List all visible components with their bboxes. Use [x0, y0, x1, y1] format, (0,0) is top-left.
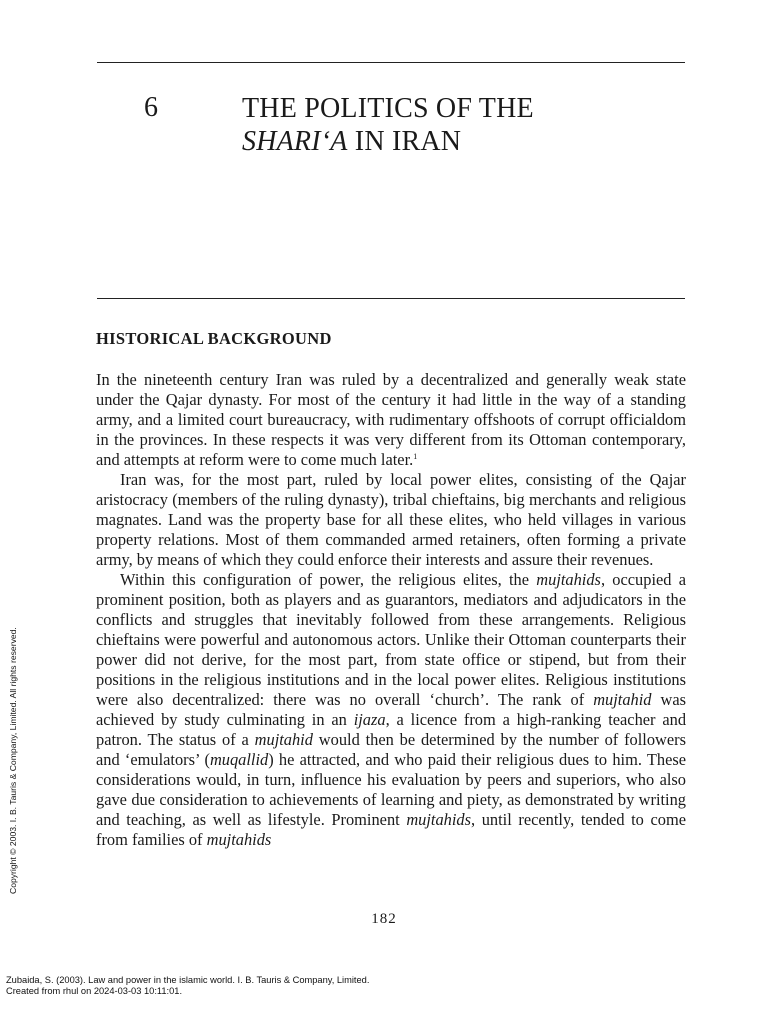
text-run: ) he attracted, and who paid their religious dues to him. These considerations would, in turn, influence his evaluation by peers and superiors, who also gave due consideration to achievements of learning and piety, as demonstrated by writing and teaching, as well as lifestyle. Prominent [96, 750, 686, 829]
footnote-ref: 1 [413, 452, 418, 461]
italic-term: muqallid [209, 750, 269, 769]
text-run: Iran was, for the most part, ruled by local power elites, consisting of the Qajar aristocracy (members of the ruling dynasty), tribal chieftains, big merchants and religious magnates. Land was the property base for all these elites, who held villages in various property relations. Most of them commanded armed retainers, often forming a private army, by means of which they could enforce their interests and assure their revenues. [96, 470, 686, 569]
section-heading: HISTORICAL BACKGROUND [96, 329, 332, 348]
text-run: , until recently, tended to come from families of [96, 810, 686, 849]
italic-term: mujtahid [593, 690, 652, 709]
text-run: was achieved by study culminating in an [96, 690, 687, 729]
page-number: 182 [371, 911, 397, 927]
paragraph-2 [96, 470, 686, 570]
paragraph-3 [96, 570, 686, 850]
italic-term: mujtahids [406, 810, 471, 829]
footer-citation: Zubaida, S. (2003). Law and power in the islamic world. I. B. Tauris & Company, Limited. [6, 975, 370, 985]
sidebar-copyright: Copyright © 2003. I. B. Tauris & Company, Limited. All rights reserved. [8, 627, 18, 894]
paragraph-1 [96, 370, 686, 470]
italic-term: mujtahid [254, 730, 313, 749]
italic-term: mujtahids [206, 830, 272, 849]
body-text [96, 370, 686, 850]
footer [6, 975, 369, 997]
chapter-title [242, 92, 534, 158]
footer-created: Created from rhul on 2024-03-03 10:11:01. [6, 986, 183, 996]
chapter-title-rest: IN IRAN [347, 126, 462, 157]
chapter-title-italic: SHARI‘A [242, 126, 348, 157]
text-run: Within this configuration of power, the religious elites, the [120, 570, 537, 589]
chapter-number: 6 [144, 92, 158, 123]
italic-term: mujtahids [536, 570, 601, 589]
bottom-rule [97, 298, 685, 299]
text-run: would then be determined by the number of followers and ‘emulators’ ( [96, 730, 686, 769]
chapter-title-line-2 [242, 125, 534, 158]
top-rule [97, 62, 685, 63]
chapter-title-line-1: THE POLITICS OF THE [242, 93, 534, 124]
text-run: , a licence from a high-ranking teacher and patron. The status of a [96, 710, 687, 749]
text-run: In the nineteenth century Iran was ruled by a decentralized and generally weak state under the Qajar dynasty. For most of the century it had little in the way of a standing army, and a limited court bureaucracy, with rudimentary offshoots of corrupt officialdom in the provinces. In these respects it was very different from its Ottoman contemporary, and attempts at reform were to come much later. [96, 370, 686, 469]
text-run: , occupied a prominent position, both as players and as guarantors, mediators and adjudicators in the conflicts and struggles that inevitably followed from these arrangements. Religious chieftains were powerful and autonomous actors. Unlike their Ottoman counterparts their power did not derive, for the most part, from state office or stipend, but from their positions in the religious institutions and in the local power elites. Religious institutions were also decentralized: there was no overall ‘church’. The rank of [96, 570, 686, 709]
italic-term: ijaza [353, 710, 386, 729]
